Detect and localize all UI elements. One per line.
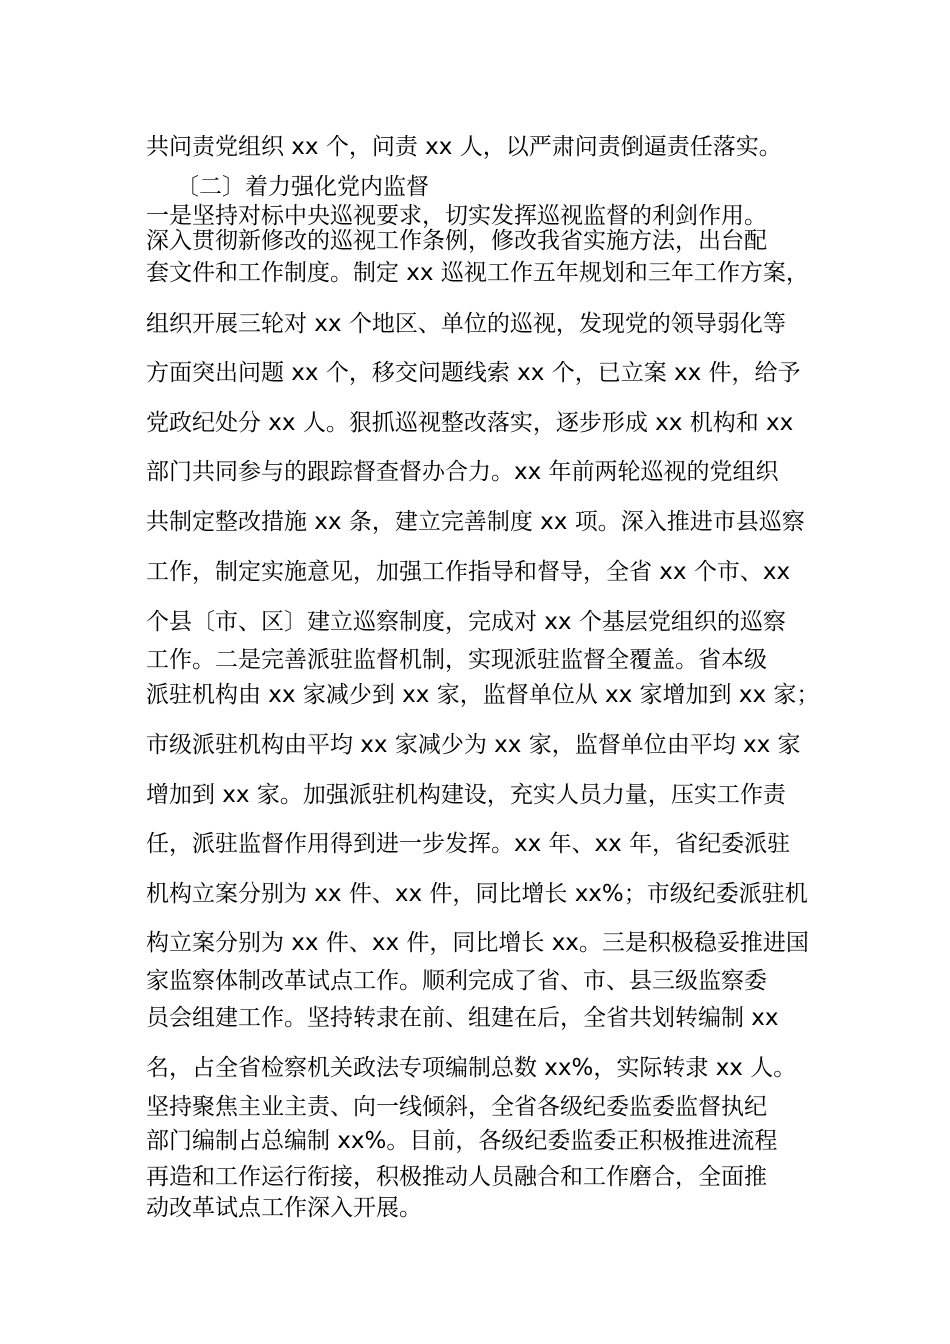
paragraph-line: 工作，制定实施意见，加强工作指导和督导，全省 xx 个市、xx: [146, 559, 791, 585]
paragraph-line: 个县〔市、区〕建立巡察制度，完成对 xx 个基层党组织的巡察: [146, 609, 786, 635]
paragraph-line: 家监察体制改革试点工作。顺利完成了省、市、县三级监察委: [146, 968, 767, 994]
paragraph-line: 共制定整改措施 xx 条，建立完善制度 xx 项。深入推进市县巡察: [146, 509, 805, 535]
paragraph-line: 员会组建工作。坚持转隶在前、组建在后，全省共划转编制 xx: [146, 1005, 779, 1031]
paragraph-line: 共问责党组织 xx 个，问责 xx 人，以严肃问责倒逼责任落实。: [146, 134, 782, 160]
paragraph-line: 构立案分别为 xx 件、xx 件，同比增长 xx。三是积极稳妥推进国: [146, 930, 809, 956]
paragraph-line: 机构立案分别为 xx 件、xx 件，同比增长 xx%；市级纪委派驻机: [146, 881, 808, 907]
paragraph-line: 部门共同参与的跟踪督查督办合力。xx 年前两轮巡视的党组织: [146, 459, 779, 485]
paragraph-line: 再造和工作运行衔接，积极推动人员融合和工作磨合，全面推: [146, 1164, 767, 1190]
paragraph-line: 部门编制占总编制 xx%。目前，各级纪委监委正积极推进流程: [146, 1128, 778, 1154]
paragraph-line: 套文件和工作制度。制定 xx 巡视工作五年规划和三年工作方案，: [146, 260, 809, 286]
paragraph-line: 市级派驻机构由平均 xx 家减少为 xx 家，监督单位由平均 xx 家: [146, 732, 801, 758]
paragraph-line: 坚持聚焦主业主责、向一线倾斜，全省各级纪委监委监督执纪: [146, 1094, 767, 1120]
paragraph-line: 方面突出问题 xx 个，移交问题线索 xx 个，已立案 xx 件，给予: [146, 360, 801, 386]
paragraph-line: 党政纪处分 xx 人。狠抓巡视整改落实，逐步形成 xx 机构和 xx: [146, 410, 794, 436]
paragraph-line: 派驻机构由 xx 家减少到 xx 家，监督单位从 xx 家增加到 xx 家；: [146, 682, 820, 708]
paragraph-line: 工作。二是完善派驻监督机制，实现派驻监督全覆盖。省本级: [146, 647, 767, 673]
paragraph-line: 组织开展三轮对 xx 个地区、单位的巡视，发现党的领导弱化等: [146, 311, 786, 337]
paragraph-line: 任，派驻监督作用得到进一步发挥。xx 年、xx 年，省纪委派驻: [146, 831, 791, 857]
section-heading: 〔二〕着力强化党内监督: [176, 174, 429, 200]
paragraph-line: 深入贯彻新修改的巡视工作条例，修改我省实施方法，出台配: [146, 228, 767, 254]
paragraph-line: 增加到 xx 家。加强派驻机构建设，充实人员力量，压实工作责: [146, 782, 786, 808]
paragraph-line: 名，占全省检察机关政法专项编制总数 xx%，实际转隶 xx 人。: [146, 1055, 797, 1081]
paragraph-line: 动改革试点工作深入开展。: [146, 1195, 422, 1221]
paragraph-line: 一是坚持对标中央巡视要求，切实发挥巡视监督的利剑作用。: [146, 203, 767, 229]
